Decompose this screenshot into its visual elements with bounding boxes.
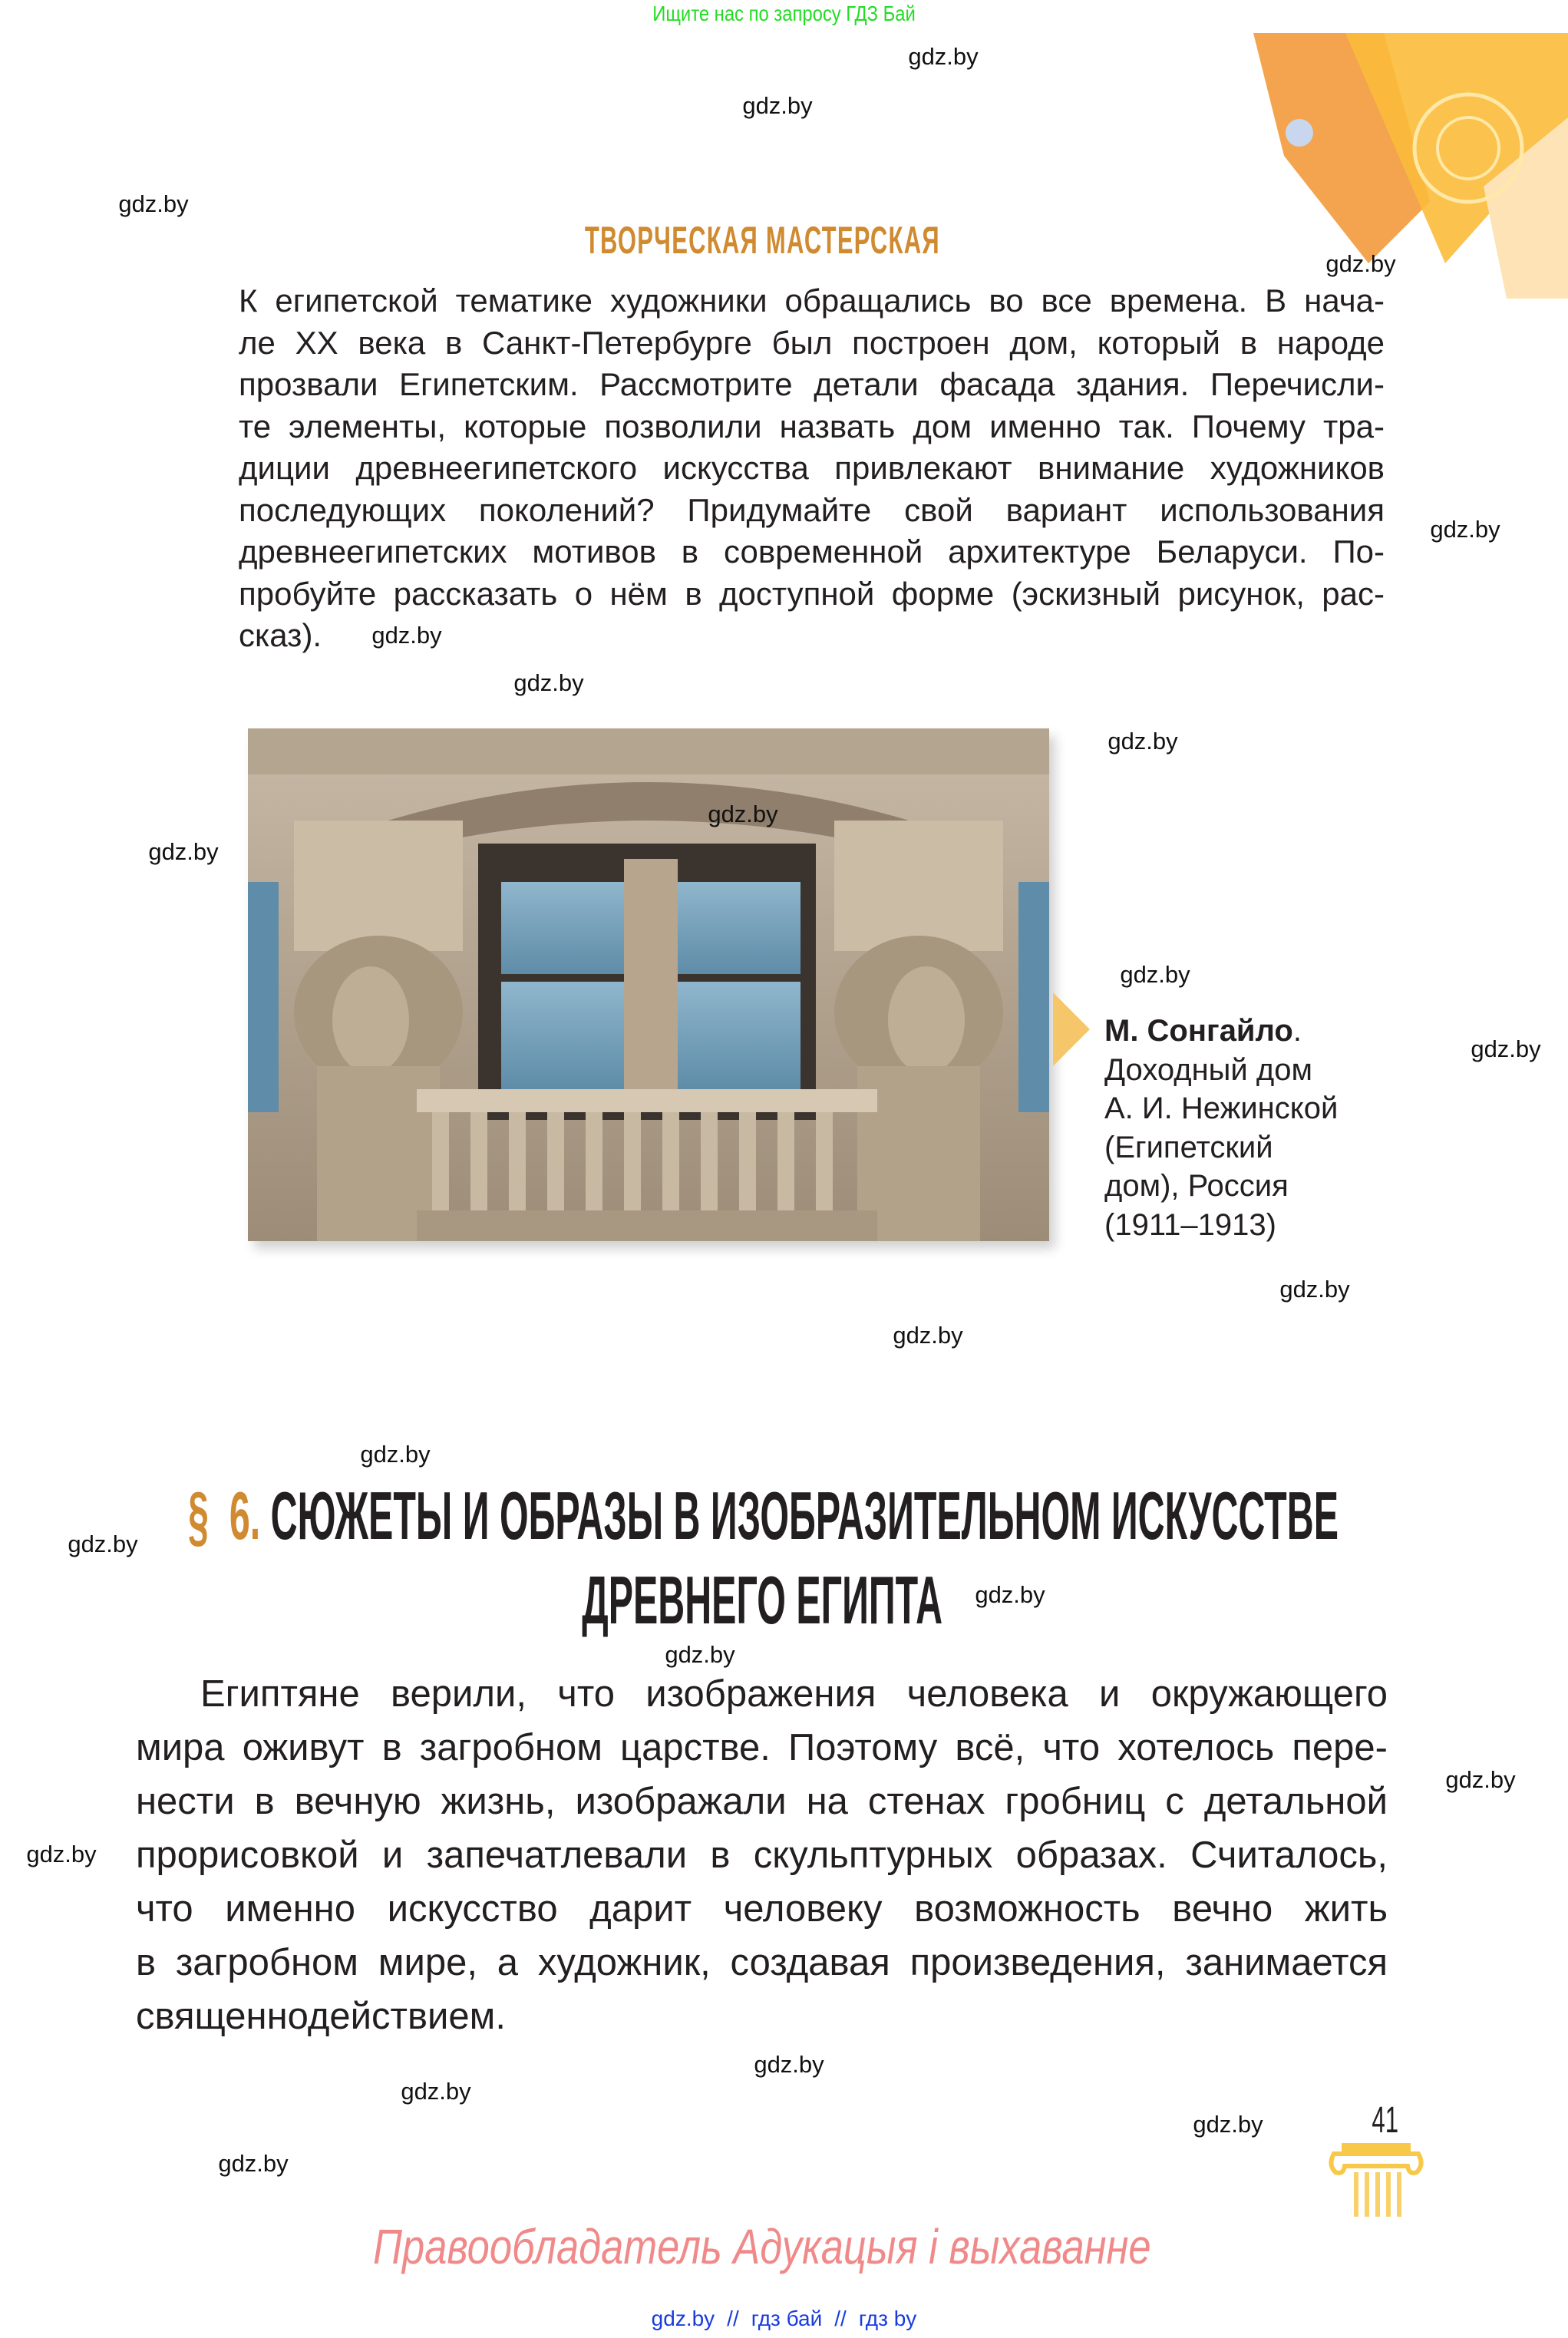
caption-line: А. И. Нежинской — [1104, 1091, 1339, 1125]
watermark: gdz.by — [371, 622, 442, 649]
workshop-text — [239, 280, 1385, 657]
page-number: 41 — [1372, 2100, 1399, 2141]
watermark: gdz.by — [1325, 250, 1396, 277]
watermark: gdz.by — [1445, 1766, 1516, 1793]
text-line: прорисовкой и запечатлевали в скульптурных образах. Считалось, — [136, 1834, 1388, 1876]
text-line: нести в вечную жизнь, изображали на стенах гробниц с детальной — [136, 1781, 1388, 1822]
text-line: что именно искусство дарит человеку возможность вечно жить — [136, 1888, 1388, 1930]
text-line: последующих поколений? Придумайте свой вариант использования — [239, 491, 1385, 528]
text-line: древнеегипетских мотивов в современной архитектуре Беларуси. По- — [239, 533, 1385, 570]
photo-caption: М. Сонгайло. Доходный дом А. И. Нежинской (Египетский дом), Россия (1911–1913) — [1104, 1012, 1338, 1244]
footer-link-gdz-bai[interactable]: гдз бай — [751, 2307, 823, 2330]
footer-link-gdz-by-cyr[interactable]: гдз by — [858, 2307, 917, 2330]
ionic-column-icon — [1326, 2142, 1426, 2218]
watermark: gdz.by — [742, 92, 813, 119]
text-line: пробуйте рассказать о нём в доступной форме (эскизный рисунок, рас- — [239, 575, 1385, 612]
egyptian-house-photo — [248, 728, 1049, 1241]
watermark: gdz.by — [218, 2150, 289, 2177]
caption-line: (1911–1913) — [1104, 1207, 1276, 1242]
watermark: gdz.by — [1193, 2111, 1263, 2138]
workshop-title-text: ТВОРЧЕСКАЯ МАСТЕРСКАЯ — [584, 219, 940, 262]
text-line: в загробном мире, а художник, создавая произведения, занимается — [136, 1942, 1388, 1983]
watermark: gdz.by — [1120, 961, 1190, 988]
section-heading — [188, 1478, 1568, 1554]
watermark: gdz.by — [975, 1581, 1045, 1608]
caption-line: Доходный дом — [1104, 1052, 1312, 1087]
text-line: те элементы, которые позволили назвать дом именно так. Почему тра- — [239, 408, 1385, 444]
watermark: gdz.by — [401, 2078, 471, 2105]
text-line: прозвали Египетским. Рассмотрите детали фасада здания. Перечисли- — [239, 366, 1385, 402]
caption-line: дом), Россия — [1104, 1169, 1289, 1203]
body-text — [136, 1667, 1388, 2043]
watermark: gdz.by — [148, 838, 219, 865]
watermark: gdz.by — [893, 1322, 963, 1349]
workshop-title — [0, 219, 1524, 263]
watermark: gdz.by — [26, 1841, 97, 1867]
separator: // — [834, 2307, 847, 2330]
watermark: gdz.by — [1471, 1035, 1541, 1062]
text-line: сказ). — [239, 617, 322, 653]
watermark: gdz.by — [360, 1441, 431, 1468]
watermark: gdz.by — [513, 669, 584, 696]
watermark: gdz.by — [754, 2051, 824, 2078]
caption-pointer-icon — [1053, 992, 1090, 1066]
text-line: ле XX века в Санкт-Петербурге был построен дом, который в народе — [239, 324, 1385, 361]
caption-author: М. Сонгайло — [1104, 1014, 1293, 1048]
text-line: священнодействием. — [136, 1996, 506, 2037]
section-symbol: § — [188, 1478, 209, 1554]
caption-line: (Египетский — [1104, 1130, 1273, 1164]
watermark: gdz.by — [665, 1641, 735, 1668]
watermark: gdz.by — [908, 43, 979, 70]
search-hint: Ищите нас по запросу ГДЗ Бай — [652, 2, 916, 25]
section-title-line1: СЮЖЕТЫ И ОБРАЗЫ В ИЗОБРАЗИТЕЛЬНОМ ИСКУССТВЕ — [270, 1478, 1339, 1554]
watermark: gdz.by — [68, 1531, 138, 1557]
section-number: 6. — [229, 1478, 261, 1554]
watermark: gdz.by — [1108, 728, 1178, 755]
section-title-line2: ДРЕВНЕГО ЕГИПТА — [582, 1562, 942, 1638]
watermark: gdz.by — [1430, 516, 1500, 543]
text-line: диции древнеегипетского искусства привлекают внимание художников — [239, 450, 1385, 486]
footer-link-gdz-by[interactable]: gdz.by — [651, 2307, 715, 2330]
watermark: gdz.by — [1279, 1276, 1350, 1303]
text-line: Египтяне верили, что изображения человека и окружающего — [200, 1673, 1388, 1715]
copyright-notice: Правообладатель Адукацыя і выхаванне — [373, 2219, 1151, 2274]
watermark: gdz.by — [708, 801, 778, 827]
footer-links — [0, 2307, 1568, 2331]
section-heading-line2 — [0, 1562, 1524, 1639]
watermark: gdz.by — [118, 190, 189, 217]
separator: // — [727, 2307, 739, 2330]
text-line: мира оживут в загробном царстве. Поэтому всё, что хотелось пере- — [136, 1727, 1388, 1768]
text-line: К египетской тематике художники обращались во все времена. В нача- — [239, 282, 1385, 319]
